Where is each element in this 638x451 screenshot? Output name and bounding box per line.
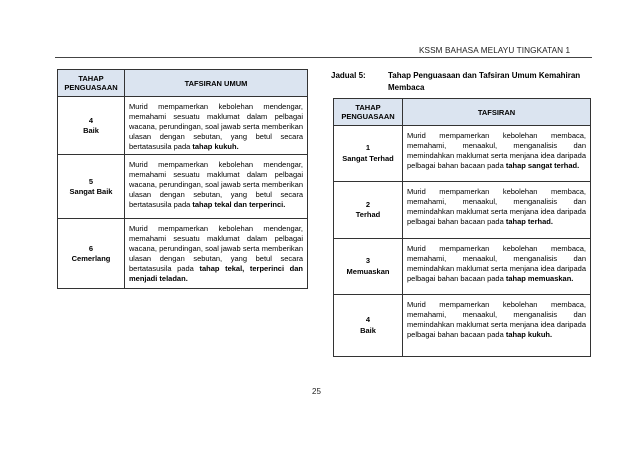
caption-line2: Membaca bbox=[388, 82, 425, 92]
level-number: 1 bbox=[365, 143, 371, 153]
desc-cell bbox=[125, 155, 308, 219]
page-number: 25 bbox=[312, 387, 321, 396]
table-row bbox=[334, 126, 591, 182]
desc-line: wacana, perundingan, soal jawab serta bbox=[129, 121, 260, 131]
desc-cell bbox=[125, 219, 308, 289]
table-row bbox=[334, 182, 591, 239]
page-header-title: KSSM BAHASA MELAYU TINGKATAN 1 bbox=[419, 46, 571, 55]
table-row bbox=[58, 219, 308, 289]
left-header-level-line1: TAHAP bbox=[78, 74, 104, 83]
left-header-desc: TAFSIRAN UMUM bbox=[125, 70, 308, 97]
desc-end: . bbox=[236, 141, 239, 151]
desc-cell bbox=[403, 295, 591, 357]
header-rule bbox=[55, 57, 592, 58]
level-name: Memuaskan bbox=[346, 266, 390, 276]
desc-line: daripada pelbagai bahan bacaan pada bbox=[407, 206, 586, 226]
desc-end: . bbox=[571, 273, 574, 283]
desc-cell bbox=[403, 182, 591, 239]
desc-line: memindahkan maklumat serta menjana idea bbox=[407, 263, 555, 273]
desc-line: Murid mempamerkan kebolehan mendengar, bbox=[129, 224, 303, 234]
desc-line: memberikan ulasan dengan sebutan, yang bbox=[129, 180, 303, 200]
desc-bold: tahap kukuh bbox=[192, 141, 237, 151]
desc-bold: tahap sangat terhad bbox=[505, 160, 578, 170]
right-table-header-row bbox=[334, 99, 591, 126]
left-table-tafsiran-umum bbox=[57, 69, 308, 289]
level-name: Sangat Terhad bbox=[342, 153, 394, 163]
level-number: 4 bbox=[88, 115, 94, 125]
desc-line: Murid mempamerkan kebolehan mendengar, bbox=[129, 102, 303, 111]
table-row bbox=[334, 295, 591, 357]
table-row bbox=[58, 155, 308, 219]
level-cell bbox=[334, 295, 403, 357]
desc-line: memindahkan maklumat serta menjana idea bbox=[407, 206, 555, 216]
desc-line: betul secara bertatasusila pada bbox=[129, 131, 303, 151]
level-name: Baik bbox=[360, 325, 376, 335]
desc-line: memahami, menaakul, menganalisis dan bbox=[407, 309, 586, 319]
level-cell bbox=[58, 219, 125, 289]
right-header-level-line1: TAHAP bbox=[355, 103, 381, 112]
desc-line: Murid mempamerkan kebolehan membaca, bbox=[407, 187, 586, 196]
caption-label: Jadual 5: bbox=[331, 71, 366, 80]
desc-bold: tahap kukuh bbox=[505, 329, 551, 339]
table-row bbox=[334, 239, 591, 295]
desc-line: daripada pelbagai bahan bacaan pada bbox=[407, 319, 586, 339]
desc-line: memindahkan maklumat serta menjana idea bbox=[407, 319, 555, 329]
desc-bold: tahap terhad bbox=[505, 216, 551, 226]
desc-line: memahami, menaakul, menganalisis dan bbox=[407, 140, 586, 150]
right-header-level-line2: PENGUASAAN bbox=[341, 112, 395, 121]
level-name: Terhad bbox=[355, 210, 381, 219]
level-number: 6 bbox=[88, 243, 94, 253]
desc-bold: tahap tekal, terperinci dan menjadi teladan bbox=[129, 264, 303, 283]
desc-end: . bbox=[550, 216, 553, 226]
level-number: 3 bbox=[365, 256, 371, 266]
desc-line: betul secara bertatasusila pada bbox=[129, 190, 303, 210]
desc-line: memahami, menaakul, menganalisis dan bbox=[407, 253, 586, 263]
table-row bbox=[58, 97, 308, 155]
level-name: Cemerlang bbox=[71, 253, 111, 263]
desc-end: . bbox=[550, 329, 553, 339]
right-table-tafsiran-membaca bbox=[333, 98, 591, 357]
desc-line: betul secara bertatasusila pada bbox=[129, 254, 303, 274]
caption-line1: Tahap Penguasaan dan Tafsiran Umum Kemahiran bbox=[388, 71, 581, 80]
desc-line: memahami sesuatu maklumat dalam pelbagai bbox=[129, 170, 303, 180]
level-cell bbox=[334, 182, 403, 239]
desc-bold: tahap memuaskan bbox=[505, 273, 572, 283]
desc-line: Murid mempamerkan kebolehan membaca, bbox=[407, 244, 586, 253]
level-cell bbox=[58, 155, 125, 219]
level-cell bbox=[334, 239, 403, 295]
desc-end: . bbox=[577, 160, 580, 170]
left-header-level-line2: PENGUASAAN bbox=[64, 83, 118, 92]
right-header-desc: TAFSIRAN bbox=[403, 99, 591, 126]
level-cell bbox=[334, 126, 403, 182]
desc-line: wacana, perundingan, soal jawab serta bbox=[129, 180, 260, 190]
desc-bold: tahap tekal dan terperinci bbox=[192, 200, 284, 210]
left-header-level bbox=[58, 70, 125, 97]
desc-end: . bbox=[283, 200, 286, 210]
level-cell bbox=[58, 97, 125, 155]
desc-line: memahami sesuatu maklumat dalam pelbagai bbox=[129, 111, 303, 121]
level-number: 4 bbox=[365, 315, 371, 325]
desc-line: daripada pelbagai bahan bacaan pada bbox=[407, 263, 586, 283]
desc-line: memindahkan maklumat serta menjana idea bbox=[407, 150, 555, 160]
level-number: 5 bbox=[88, 176, 94, 186]
desc-line: memahami, menaakul, menganalisis dan bbox=[407, 196, 586, 206]
desc-line: Murid mempamerkan kebolehan mendengar, bbox=[129, 160, 303, 170]
desc-end: . bbox=[185, 273, 188, 283]
level-name: Baik bbox=[83, 125, 99, 135]
desc-cell bbox=[403, 126, 591, 182]
desc-line: memberikan ulasan dengan sebutan, yang bbox=[129, 244, 303, 264]
desc-line: daripada pelbagai bahan bacaan pada bbox=[407, 150, 586, 170]
desc-line: wacana, perundingan, soal jawab serta bbox=[129, 244, 260, 254]
level-number: 2 bbox=[365, 199, 371, 209]
level-name: Sangat Baik bbox=[69, 186, 113, 196]
desc-cell bbox=[125, 97, 308, 155]
table-caption bbox=[331, 70, 593, 93]
desc-cell bbox=[403, 239, 591, 295]
right-header-level bbox=[334, 99, 403, 126]
desc-line: memberikan ulasan dengan sebutan, yang bbox=[129, 121, 303, 141]
desc-line: Murid mempamerkan kebolehan membaca, bbox=[407, 131, 586, 140]
left-table-header-row bbox=[58, 70, 308, 97]
desc-line: Murid mempamerkan kebolehan membaca, bbox=[407, 300, 586, 309]
desc-line: memahami sesuatu maklumat dalam pelbagai bbox=[129, 234, 303, 244]
